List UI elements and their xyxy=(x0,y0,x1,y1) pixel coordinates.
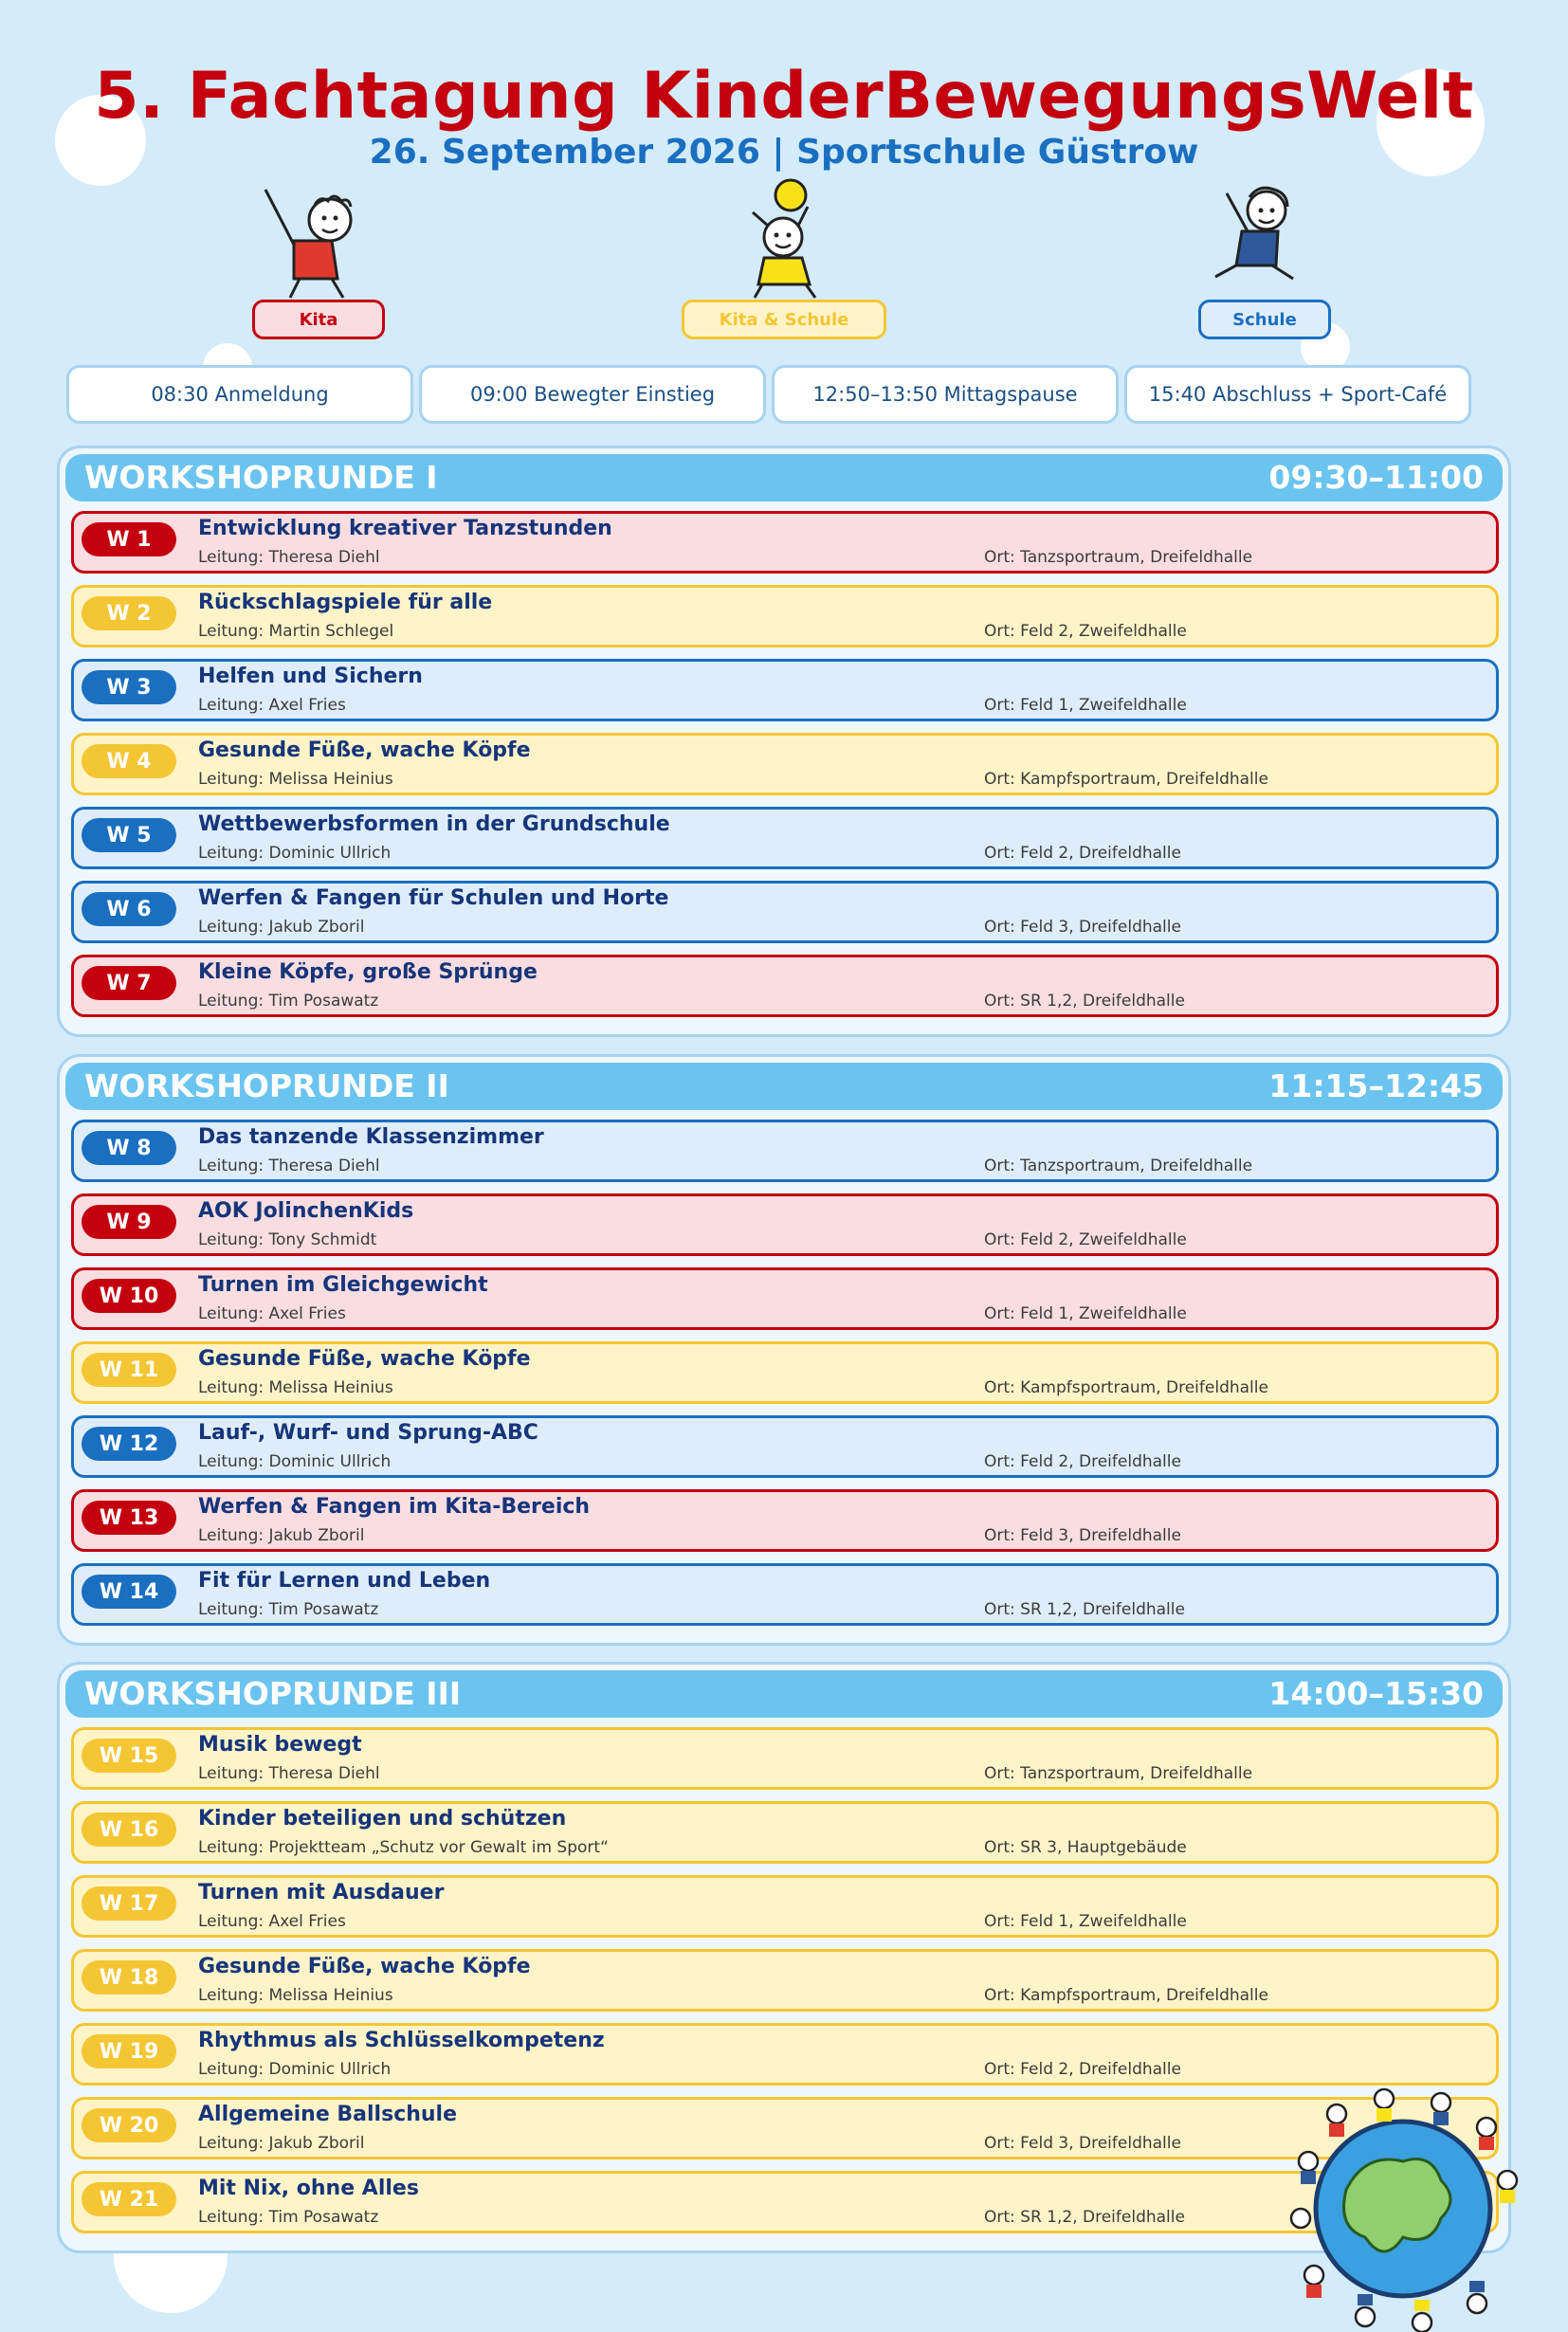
workshop-title: Werfen & Fangen für Schulen und Horte xyxy=(198,886,669,910)
workshop-location: Ort: SR 3, Hauptgebäude xyxy=(984,1838,1187,1857)
workshop-lead: Leitung: Melissa Heinius xyxy=(198,1986,393,2005)
workshop-lead: Leitung: Melissa Heinius xyxy=(198,1378,393,1397)
workshop-card xyxy=(71,1949,1499,2012)
workshop-code: W 12 xyxy=(82,1427,176,1461)
workshop-location: Ort: Kampfsportraum, Dreifeldhalle xyxy=(984,1378,1268,1397)
workshop-title: Entwicklung kreativer Tanzstunden xyxy=(198,517,612,540)
page-title: 5. Fachtagung KinderBewegungsWelt xyxy=(94,59,1474,134)
workshop-lead: Leitung: Dominic Ullrich xyxy=(198,2060,392,2079)
workshop-card xyxy=(71,1341,1499,1404)
schedule-item-closing: 15:40 Abschluss + Sport-Café xyxy=(1124,365,1471,424)
workshop-lead: Leitung: Melissa Heinius xyxy=(198,770,393,789)
round-header xyxy=(65,454,1503,501)
round-title: WORKSHOPRUNDE II xyxy=(84,1067,449,1104)
workshop-card xyxy=(71,1193,1499,1256)
round-time: 09:30–11:00 xyxy=(1268,459,1484,496)
workshop-card xyxy=(71,659,1499,721)
workshop-card xyxy=(71,585,1499,647)
workshop-card xyxy=(71,511,1499,574)
workshop-code: W 9 xyxy=(82,1205,176,1239)
workshop-card xyxy=(71,1727,1499,1790)
workshop-lead: Leitung: Tim Posawatz xyxy=(198,2208,379,2227)
workshop-location: Ort: Tanzsportraum, Dreifeldhalle xyxy=(984,1157,1253,1175)
workshop-lead: Leitung: Dominic Ullrich xyxy=(198,1452,392,1471)
workshop-lead: Leitung: Tim Posawatz xyxy=(198,992,379,1011)
workshop-code: W 4 xyxy=(82,744,176,778)
child-figure-kita-icon xyxy=(256,180,370,303)
category-tag-kita-schule: Kita & Schule xyxy=(682,300,886,339)
workshop-card xyxy=(71,733,1499,795)
workshop-lead: Leitung: Jakub Zboril xyxy=(198,1526,365,1545)
workshop-lead: Leitung: Martin Schlegel xyxy=(198,622,394,641)
workshop-card xyxy=(71,807,1499,869)
workshop-code: W 13 xyxy=(82,1501,176,1535)
workshop-code: W 18 xyxy=(82,1960,176,1995)
workshop-location: Ort: Feld 1, Zweifeldhalle xyxy=(984,696,1187,715)
workshop-lead: Leitung: Jakub Zboril xyxy=(198,2134,365,2153)
workshop-title: Kleine Köpfe, große Sprünge xyxy=(198,960,538,984)
round-header xyxy=(65,1670,1503,1718)
workshop-lead: Leitung: Theresa Diehl xyxy=(198,1157,380,1175)
workshop-location: Ort: Feld 2, Dreifeldhalle xyxy=(984,1452,1181,1471)
workshop-location: Ort: Feld 3, Dreifeldhalle xyxy=(984,918,1181,937)
workshop-code: W 8 xyxy=(82,1131,176,1165)
workshop-lead: Leitung: Axel Fries xyxy=(198,696,346,715)
workshop-location: Ort: Feld 1, Zweifeldhalle xyxy=(984,1912,1187,1931)
workshop-title: Turnen im Gleichgewicht xyxy=(198,1273,488,1297)
workshop-title: Turnen mit Ausdauer xyxy=(198,1881,445,1904)
workshop-title: Werfen & Fangen im Kita-Bereich xyxy=(198,1495,591,1519)
workshop-code: W 10 xyxy=(82,1279,176,1313)
workshop-code: W 20 xyxy=(82,2108,176,2142)
workshop-card xyxy=(71,1120,1499,1182)
schedule-item-opening: 09:00 Bewegter Einstieg xyxy=(419,365,766,424)
workshop-code: W 21 xyxy=(82,2182,176,2216)
workshop-card xyxy=(71,1415,1499,1478)
workshop-card xyxy=(71,1801,1499,1864)
workshop-title: Gesunde Füße, wache Köpfe xyxy=(198,1955,531,1978)
child-figure-schule-icon xyxy=(1202,178,1306,292)
workshop-code: W 1 xyxy=(82,522,176,556)
workshop-location: Ort: Tanzsportraum, Dreifeldhalle xyxy=(984,548,1253,567)
workshop-code: W 7 xyxy=(82,966,176,1000)
workshop-location: Ort: Kampfsportraum, Dreifeldhalle xyxy=(984,1986,1268,2005)
round-title: WORKSHOPRUNDE III xyxy=(84,1675,462,1712)
workshop-code: W 17 xyxy=(82,1886,176,1921)
workshop-lead: Leitung: Theresa Diehl xyxy=(198,1764,380,1783)
workshop-code: W 14 xyxy=(82,1575,176,1609)
workshop-title: Musik bewegt xyxy=(198,1733,362,1757)
category-tag-schule: Schule xyxy=(1198,300,1331,339)
workshop-title: Lauf-, Wurf- und Sprung-ABC xyxy=(198,1421,538,1445)
workshop-card xyxy=(71,1489,1499,1552)
workshop-location: Ort: Kampfsportraum, Dreifeldhalle xyxy=(984,770,1268,789)
workshop-card xyxy=(71,2023,1499,2086)
workshop-location: Ort: SR 1,2, Dreifeldhalle xyxy=(984,2208,1185,2227)
workshop-code: W 15 xyxy=(82,1739,176,1773)
workshop-lead: Leitung: Theresa Diehl xyxy=(198,548,380,567)
workshop-lead: Leitung: Axel Fries xyxy=(198,1304,346,1323)
workshop-title: AOK JolinchenKids xyxy=(198,1199,414,1223)
workshop-title: Kinder beteiligen und schützen xyxy=(198,1807,567,1831)
workshop-location: Ort: Feld 2, Zweifeldhalle xyxy=(984,622,1187,641)
workshop-code: W 3 xyxy=(82,670,176,704)
workshop-card xyxy=(71,1563,1499,1626)
workshop-code: W 5 xyxy=(82,818,176,852)
workshop-title: Wettbewerbsformen in der Grundschule xyxy=(198,812,670,836)
schedule-item-registration: 08:30 Anmeldung xyxy=(66,365,413,424)
workshop-location: Ort: Feld 2, Zweifeldhalle xyxy=(984,1230,1187,1249)
workshop-lead: Leitung: Jakub Zboril xyxy=(198,918,365,937)
workshop-round-2 xyxy=(57,1054,1511,1646)
workshop-title: Allgemeine Ballschule xyxy=(198,2103,458,2126)
workshop-code: W 11 xyxy=(82,1353,176,1387)
workshop-location: Ort: Feld 3, Dreifeldhalle xyxy=(984,1526,1181,1545)
workshop-code: W 6 xyxy=(82,892,176,926)
round-title: WORKSHOPRUNDE I xyxy=(84,459,438,496)
workshop-code: W 2 xyxy=(82,596,176,630)
workshop-code: W 16 xyxy=(82,1813,176,1847)
workshop-lead: Leitung: Axel Fries xyxy=(198,1912,346,1931)
workshop-location: Ort: Feld 1, Zweifeldhalle xyxy=(984,1304,1187,1323)
workshop-title: Rhythmus als Schlüsselkompetenz xyxy=(198,2029,605,2052)
workshop-title: Helfen und Sichern xyxy=(198,665,423,688)
workshop-title: Das tanzende Klassenzimmer xyxy=(198,1125,544,1149)
workshop-location: Ort: Feld 2, Dreifeldhalle xyxy=(984,2060,1181,2079)
workshop-lead: Leitung: Projektteam „Schutz vor Gewalt im Sport“ xyxy=(198,1838,609,1857)
workshop-lead: Leitung: Dominic Ullrich xyxy=(198,844,392,863)
workshop-location: Ort: SR 1,2, Dreifeldhalle xyxy=(984,992,1185,1011)
workshop-card xyxy=(71,955,1499,1017)
category-tag-kita: Kita xyxy=(252,300,385,339)
workshop-code: W 19 xyxy=(82,2034,176,2068)
workshop-title: Rückschlagspiele für alle xyxy=(198,591,493,614)
round-time: 14:00–15:30 xyxy=(1268,1675,1484,1712)
workshop-location: Ort: Feld 2, Dreifeldhalle xyxy=(984,844,1181,863)
workshop-location: Ort: Tanzsportraum, Dreifeldhalle xyxy=(984,1764,1253,1783)
workshop-card xyxy=(71,1267,1499,1330)
schedule-item-lunch: 12:50–13:50 Mittagspause xyxy=(772,365,1119,424)
workshop-location: Ort: Feld 3, Dreifeldhalle xyxy=(984,2134,1181,2153)
workshop-card xyxy=(71,881,1499,943)
event-date-venue: 26. September 2026 | Sportschule Güstrow xyxy=(369,133,1199,172)
round-time: 11:15–12:45 xyxy=(1268,1067,1484,1104)
workshop-title: Fit für Lernen und Leben xyxy=(198,1569,491,1593)
workshop-title: Mit Nix, ohne Alles xyxy=(198,2177,419,2200)
child-figure-kita-schule-icon xyxy=(734,178,838,301)
workshop-title: Gesunde Füße, wache Köpfe xyxy=(198,738,531,762)
workshop-round-1 xyxy=(57,446,1511,1037)
round-header xyxy=(65,1063,1503,1110)
workshop-location: Ort: SR 1,2, Dreifeldhalle xyxy=(984,1600,1185,1619)
globe-with-children-icon xyxy=(1280,2086,1526,2332)
workshop-card xyxy=(71,1875,1499,1938)
workshop-lead: Leitung: Tim Posawatz xyxy=(198,1600,379,1619)
workshop-lead: Leitung: Tony Schmidt xyxy=(198,1230,377,1249)
workshop-title: Gesunde Füße, wache Köpfe xyxy=(198,1347,531,1371)
